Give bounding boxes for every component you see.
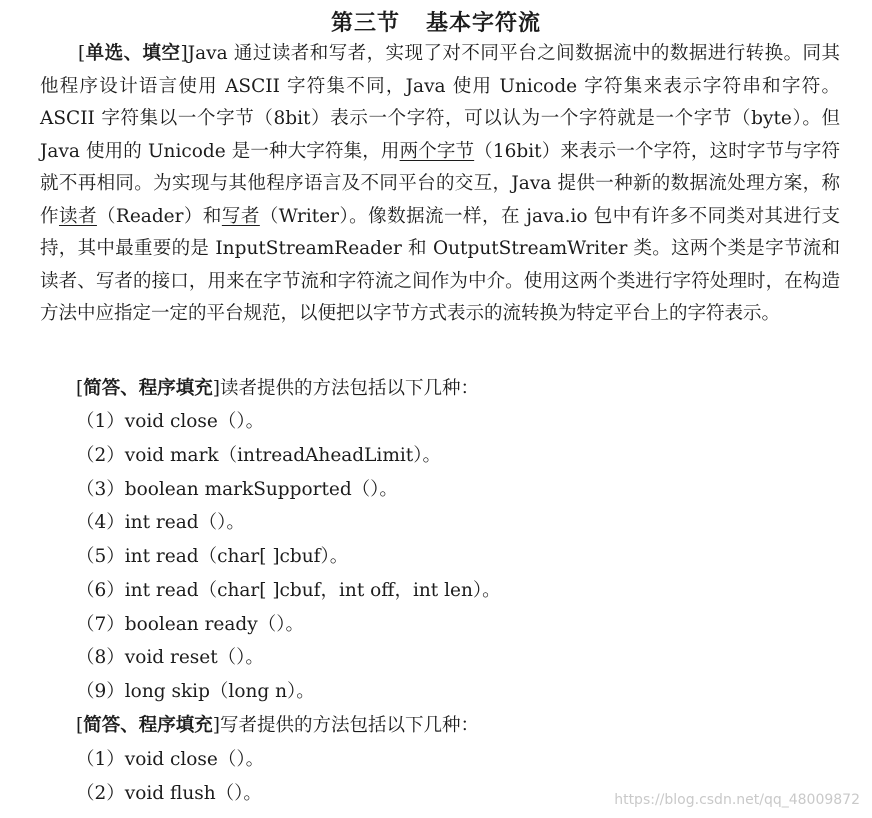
list-item: （1）void close（）。 xyxy=(76,411,265,432)
intro-text: （16bit）来表示一个字符，这时字节与字符就不再相同。为实现与其他程序语言及不同平台的交互，Java 提供一种新的数据流处理方案，称作 xyxy=(40,140,840,227)
intro-text: Java 通过读者和写者，实现了对不同平台之间数据流中的数据进行转换。同其他程序设计语言使用 ASCII 字符集不同，Java 使用 Unicode 字符集来表示字符串和字符。ASCII 字符集以一个字节（8bit）表示一个字符，可以认为一个字符就是一个字节（byte）。但 Java 使用的 Unicode 是一种大字符集，用 xyxy=(40,43,840,162)
list-item: （7）boolean ready（）。 xyxy=(76,614,304,635)
list-item: （2）void flush（）。 xyxy=(76,783,262,804)
section-number: 第三节 xyxy=(330,11,400,36)
question-type-tag: 单选、填空 xyxy=(85,43,181,64)
list-item: （2）void mark（intreadAheadLimit）。 xyxy=(76,445,441,466)
list-item: （6）int read（char[ ]cbuf，int off，int len）。 xyxy=(76,580,501,601)
watermark: https://blog.csdn.net/qq_48009872 xyxy=(614,792,860,808)
section-title xyxy=(0,6,872,37)
list-item: （5）int read（char[ ]cbuf）。 xyxy=(76,546,349,567)
underlined-term: 读者 xyxy=(58,205,97,227)
underlined-term: 两个字节 xyxy=(399,140,475,162)
question-type-tag: 简答、程序填充 xyxy=(83,378,213,399)
heading-text: 读者提供的方法包括以下几种： xyxy=(219,378,479,399)
writer-methods-heading: [简答、程序填充]写者提供的方法包括以下几种： xyxy=(76,715,479,736)
list-item: （3）boolean markSupported（）。 xyxy=(76,479,398,500)
underlined-term: 写者 xyxy=(221,205,260,227)
list-item: （1）void close（）。 xyxy=(76,749,265,770)
list-item: （9）long skip（long n）。 xyxy=(76,681,315,702)
list-item: （8）void reset（）。 xyxy=(76,647,264,668)
intro-text: （Writer）。像数据流一样，在 java.io 包中有许多不同类对其进行支持，其中最重要的是 InputStreamReader 和 OutputStreamWriter 类。这两个类是字节流和读者、写者的接口，用来在字节流和字符流之间作为中介。使用这两个类进行字符处理时，在构造方法中应指定一定的平台规范，以便把以字节方式表示的流转换为特定平台上的字符表示。 xyxy=(40,205,840,324)
question-type-tag: 简答、程序填充 xyxy=(83,715,213,736)
list-item: （4）int read（）。 xyxy=(76,512,245,533)
intro-text: （Reader）和 xyxy=(96,205,222,227)
reader-methods-heading: [简答、程序填充]读者提供的方法包括以下几种： xyxy=(76,378,479,399)
intro-paragraph: [单选、填空]Java 通过读者和写者，实现了对不同平台之间数据流中的数据进行转换。同其他程序设计语言使用 ASCII 字符集不同，Java 使用 Unicode 字符集来表示字符串和字符。ASCII 字符集以一个字节（8bit）表示一个字符，可以认为一个字符就是一个字节（byte）。但 Java 使用的 Unicode 是一种大字符集，用两个字节（16bit）来表示一个字符，这时字节与字符就不再相同。为实现与其他程序语言及不同平台的交互，Java 提供一种新的数据流处理方案，称作读者（Reader）和写者（Writer）。像数据流一样，在 java.io 包中有许多不同类对其进行支持，其中最重要的是 InputStreamReader 和 OutputStreamWriter 类。这两个类是字节流和读者、写者的接口，用来在字节流和字符流之间作为中介。使用这两个类进行字符处理时，在构造方法中应指定一定的平台规范，以便把以字节方式表示的流转换为特定平台上的字符表示。 xyxy=(40,43,840,324)
heading-text: 写者提供的方法包括以下几种： xyxy=(219,715,479,736)
section-name: 基本字符流 xyxy=(426,11,542,36)
